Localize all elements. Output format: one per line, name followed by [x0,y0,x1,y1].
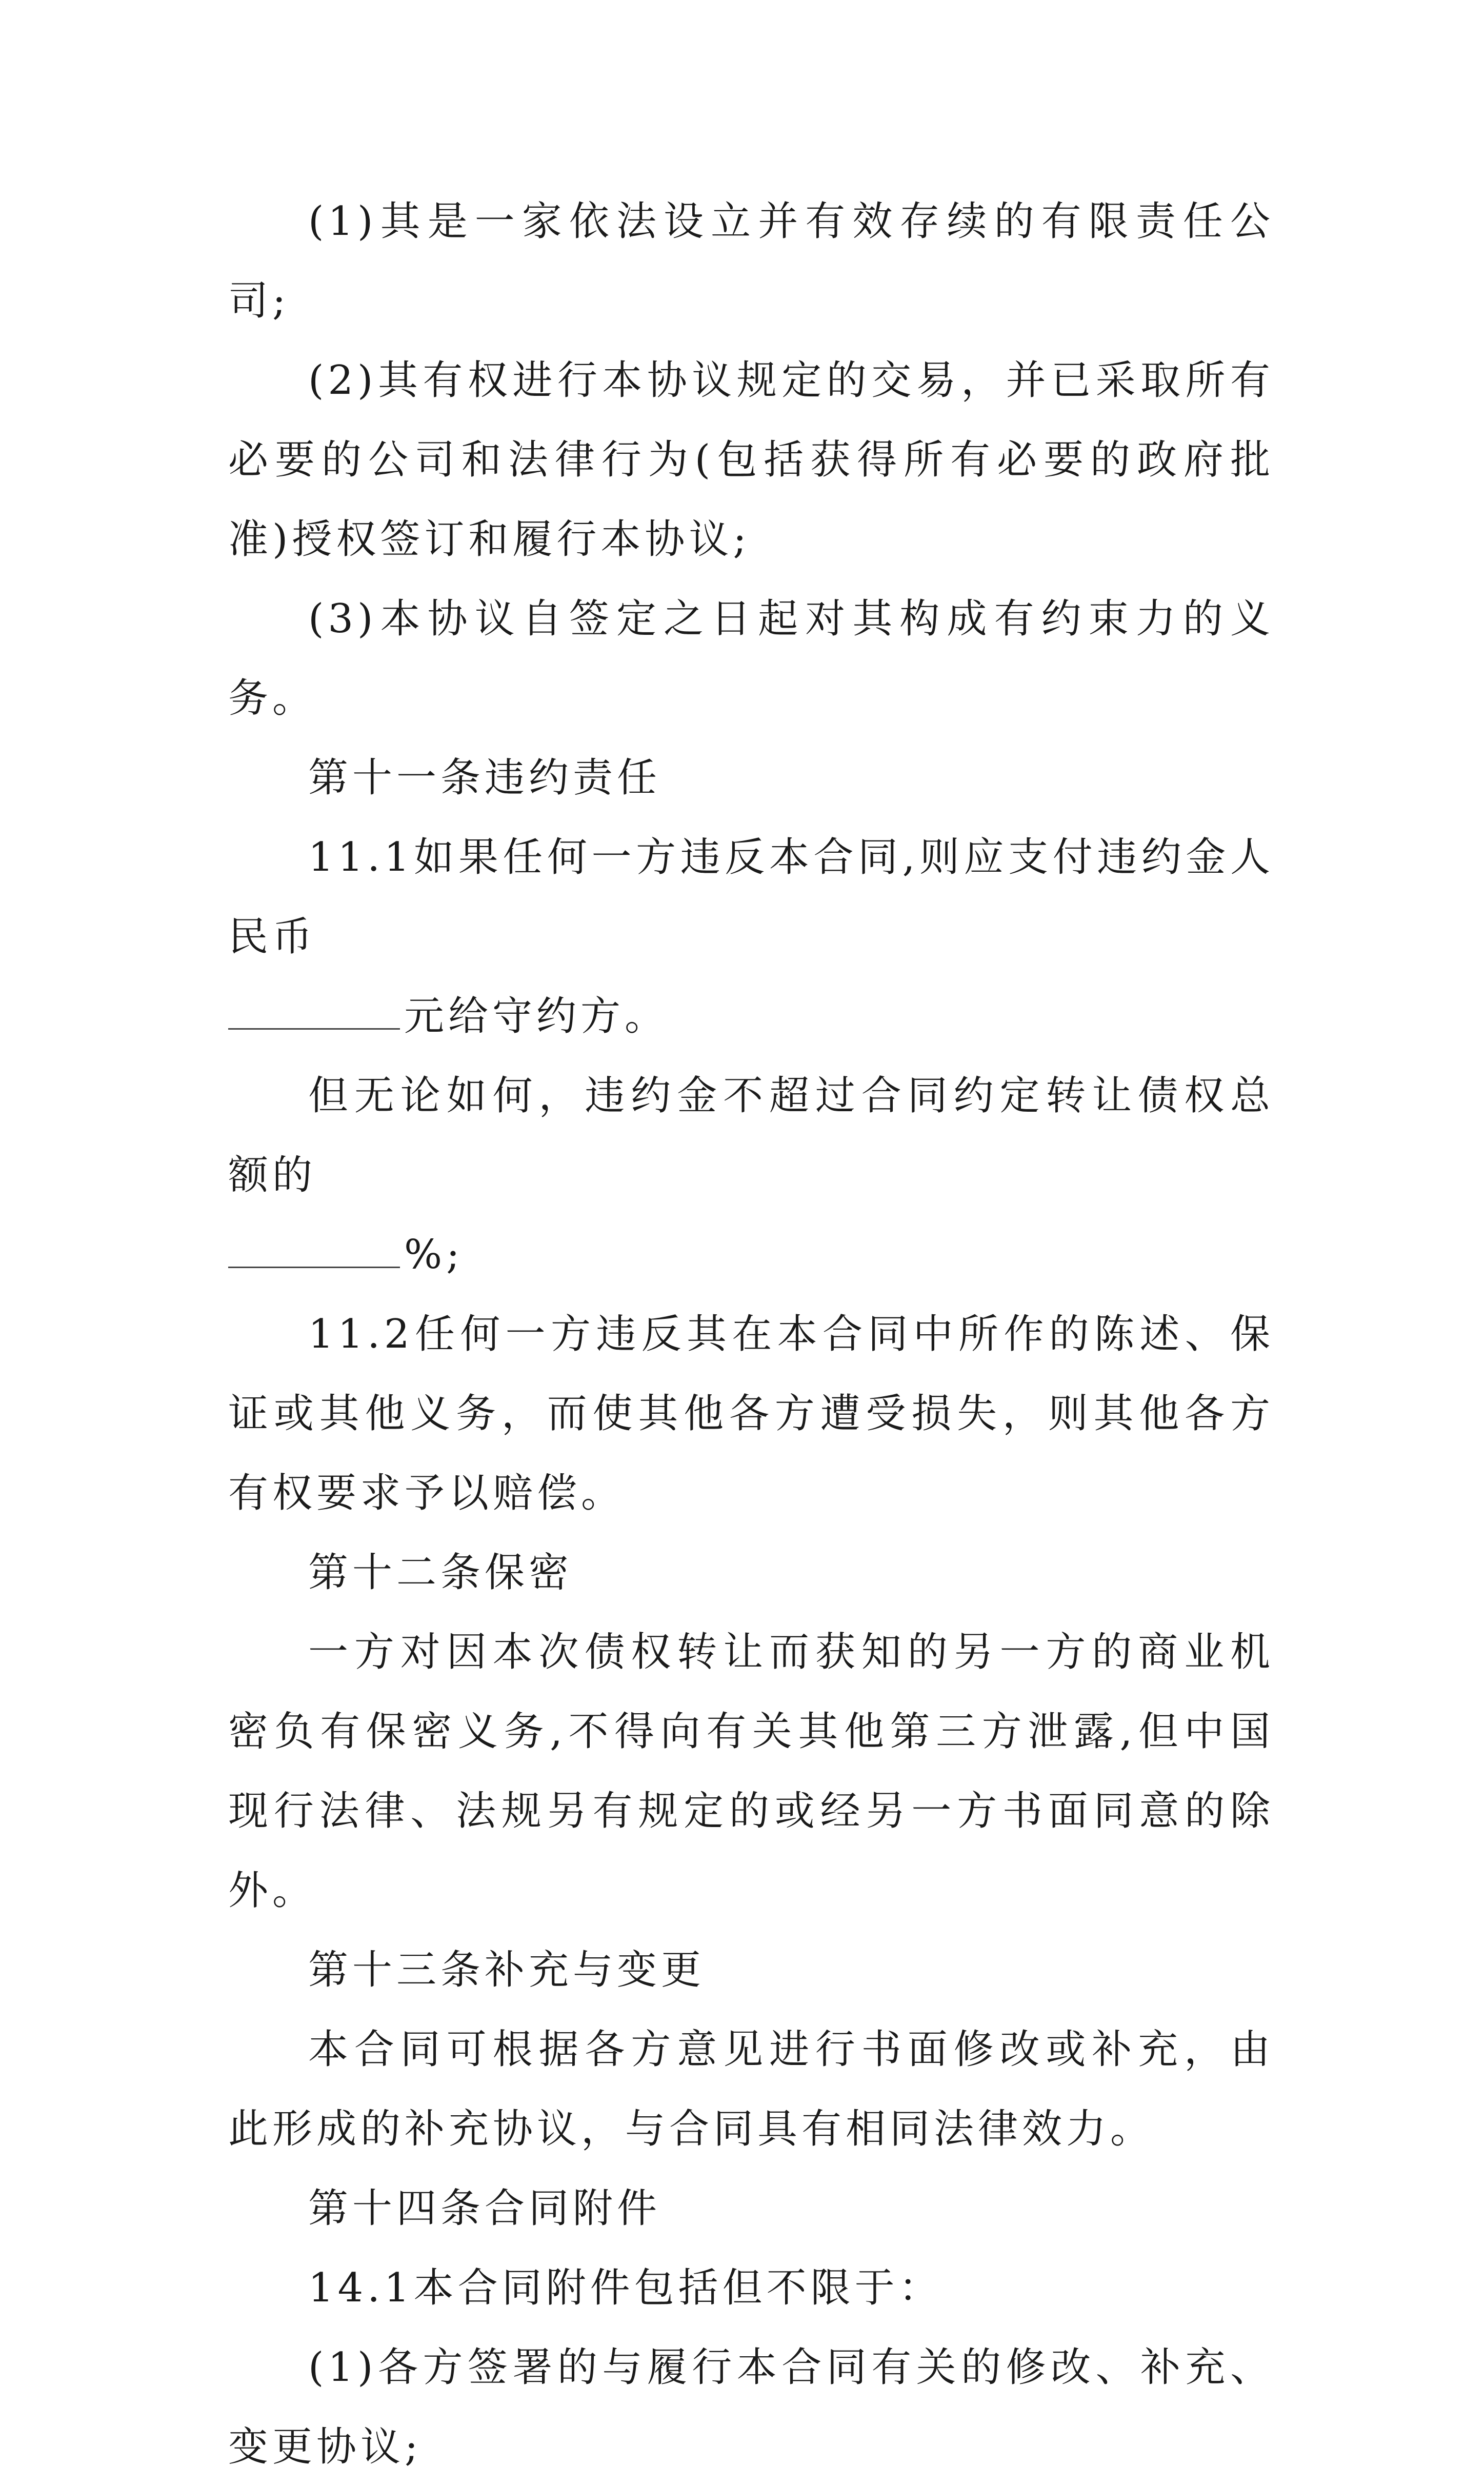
clause-10-item-2: (2)其有权进行本协议规定的交易，并已采取所有必要的公司和法律行为(包括获得所有必要的政府批准)授权签订和履行本协议; [228,357,1274,563]
clause-11-1-suffix: 元给守约方。 [404,993,669,1039]
clause-14-1-item-1: (1)各方签署的与履行本合同有关的修改、补充、变更协议; [228,2344,1274,2470]
clause-14-1-text: 14.1本合同附件包括但不限于： [308,2265,943,2311]
clause-11-1-text: 11.1如果任何一方违反本合同,则应支付违约金人民币 [228,834,1274,960]
percent-blank[interactable] [228,1266,400,1268]
document-body [228,182,1274,2487]
clause-10-item-3: (3)本协议自签定之日起对其构成有约束力的义务。 [228,596,1274,721]
clause-10-item-1: (1)其是一家依法设立并有效存续的有限责任公司; [228,198,1274,324]
clause-11-2-text: 11.2任何一方违反其在本合同中所作的陈述、保证或其他义务，而使其他各方遭受损失，则其他各方有权要求予以赔偿。 [228,1311,1274,1516]
heading-clause-12: 第十二条保密 [308,1550,573,1596]
amount-blank[interactable] [228,1028,400,1030]
clause-13-text: 本合同可根据各方意见进行书面修改或补充，由此形成的补充协议，与合同具有相同法律效力。 [228,2027,1274,2152]
clause-11-1-percent-line [228,1215,1274,1295]
heading-clause-14: 第十四条合同附件 [308,2185,661,2232]
heading-clause-11: 第十一条违约责任 [308,755,661,801]
clause-11-1-amount-line [228,977,1274,1056]
heading-clause-13: 第十三条补充与变更 [308,1947,706,1993]
percent-suffix: %; [404,1232,464,1278]
clause-11-1-cap-text: 但无论如何，违约金不超过合同约定转让债权总额的 [228,1073,1274,1198]
clause-12-text: 一方对因本次债权转让而获知的另一方的商业机密负有保密义务,不得向有关其他第三方泄露,但中国现行法律、法规另有规定的或经另一方书面同意的除外。 [228,1629,1274,1914]
